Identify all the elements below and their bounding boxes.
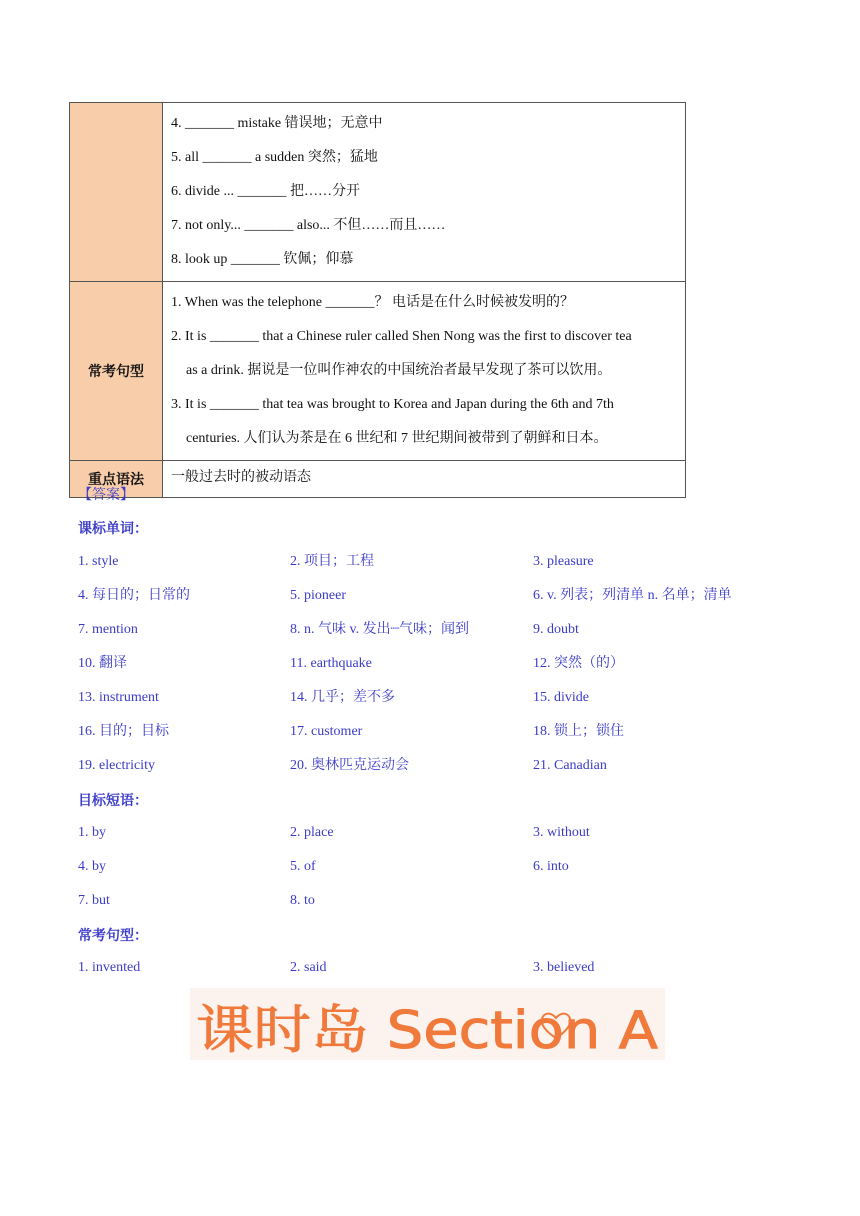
- answer-item: 2. said: [290, 960, 327, 975]
- answer-row: [78, 681, 778, 715]
- sentences-row: [70, 282, 686, 461]
- banner-text: 课时岛 Section A: [196, 1001, 659, 1060]
- answer-item: 12. 突然（的）: [533, 656, 624, 671]
- answer-item: 2. 项目；工程: [290, 554, 374, 569]
- answer-item: 18. 锁上；锁住: [533, 724, 624, 739]
- sentence-item: [171, 320, 679, 388]
- answer-item: 8. n. 气味 v. 发出┈气味；闻到: [290, 622, 470, 637]
- answer-item: 13. instrument: [78, 690, 159, 705]
- phrase-section-title: 目标短语：: [78, 793, 148, 809]
- answer-row: [78, 613, 778, 647]
- vocab-answers: [78, 545, 778, 783]
- answer-item: 21. Canadian: [533, 758, 607, 773]
- sentence-line: 3. It is _______ that tea was brought to Korea and Japan during the 6th and 7th: [171, 397, 614, 412]
- answer-item: 16. 目的；目标: [78, 724, 169, 739]
- grammar-cell: [163, 461, 686, 498]
- answer-item: 6. into: [533, 859, 569, 874]
- phrase-item: 4. _______ mistake 错误地；无意中: [171, 116, 383, 131]
- vocab-section-title: 课标单词：: [78, 521, 148, 537]
- answer-item: 15. divide: [533, 690, 589, 705]
- answer-row: [78, 579, 778, 613]
- answer-item: 7. mention: [78, 622, 138, 637]
- answer-item: 17. customer: [290, 724, 363, 739]
- phrase-item: 8. look up _______ 钦佩；仰慕: [171, 252, 354, 267]
- answer-item: 4. 每日的；日常的: [78, 588, 190, 603]
- answer-item: 19. electricity: [78, 758, 155, 773]
- sentence-section-title: 常考句型：: [78, 928, 148, 944]
- sentences-cell: [163, 282, 686, 461]
- sentence-line: 1. When was the telephone _______？ 电话是在什么时候被发明的？: [171, 295, 574, 310]
- phrase-item: 5. all _______ a sudden 突然；猛地: [171, 150, 378, 165]
- answer-row: [78, 884, 778, 918]
- answer-item: 3. believed: [533, 960, 595, 975]
- grammar-row: [70, 461, 686, 498]
- answer-item: 7. but: [78, 893, 110, 908]
- sentence-answers: [78, 951, 778, 985]
- phrases-row: [70, 103, 686, 282]
- answer-item: 2. place: [290, 825, 334, 840]
- sentence-line-continued: as a drink. 据说是一位叫作神农的中国统治者最早发现了茶可以饮用。: [186, 363, 612, 378]
- grammar-text: 一般过去时的被动语态: [171, 470, 311, 485]
- answer-title: 【答案】: [78, 488, 134, 503]
- answer-item: 6. v. 列表；列清单 n. 名单；清单: [533, 588, 732, 603]
- answer-item: 20. 奥林匹克运动会: [290, 758, 409, 773]
- answer-item: 5. of: [290, 859, 316, 874]
- answer-item: 1. style: [78, 554, 119, 569]
- phrases-header-cell: [70, 103, 163, 282]
- answer-row: [78, 850, 778, 884]
- sentence-item: [171, 388, 679, 456]
- grammar-header: 重点语法: [70, 461, 163, 498]
- answer-row: [78, 816, 778, 850]
- answer-item: 9. doubt: [533, 622, 579, 637]
- vocab-table: [69, 102, 686, 498]
- answer-row: [78, 951, 778, 985]
- phrase-answers: [78, 816, 778, 918]
- phrase-item: 7. not only... _______ also... 不但……而且……: [171, 218, 446, 233]
- answer-item: 10. 翻译: [78, 656, 127, 671]
- answer-item: 4. by: [78, 859, 106, 874]
- section-a-banner: [190, 988, 665, 1060]
- phrases-cell: [163, 103, 686, 282]
- sentences-header: 常考句型: [70, 282, 163, 461]
- answer-item: 11. earthquake: [290, 656, 372, 671]
- answer-item: 5. pioneer: [290, 588, 346, 603]
- answer-row: [78, 647, 778, 681]
- answer-item: 14. 几乎；差不多: [290, 690, 395, 705]
- answer-row: [78, 715, 778, 749]
- phrase-item: 6. divide ... _______ 把……分开: [171, 184, 360, 199]
- answer-item: 8. to: [290, 893, 315, 908]
- sentence-line: 2. It is _______ that a Chinese ruler called Shen Nong was the first to discover tea: [171, 329, 632, 344]
- sentence-item: [171, 286, 679, 320]
- answer-row: [78, 749, 778, 783]
- answer-item: 3. without: [533, 825, 590, 840]
- answer-item: 1. invented: [78, 960, 141, 975]
- answer-item: 1. by: [78, 825, 106, 840]
- sentence-line-continued: centuries. 人们认为茶是在 6 世纪和 7 世纪期间被带到了朝鲜和日本。: [186, 431, 608, 446]
- answer-item: 3. pleasure: [533, 554, 594, 569]
- answer-row: [78, 545, 778, 579]
